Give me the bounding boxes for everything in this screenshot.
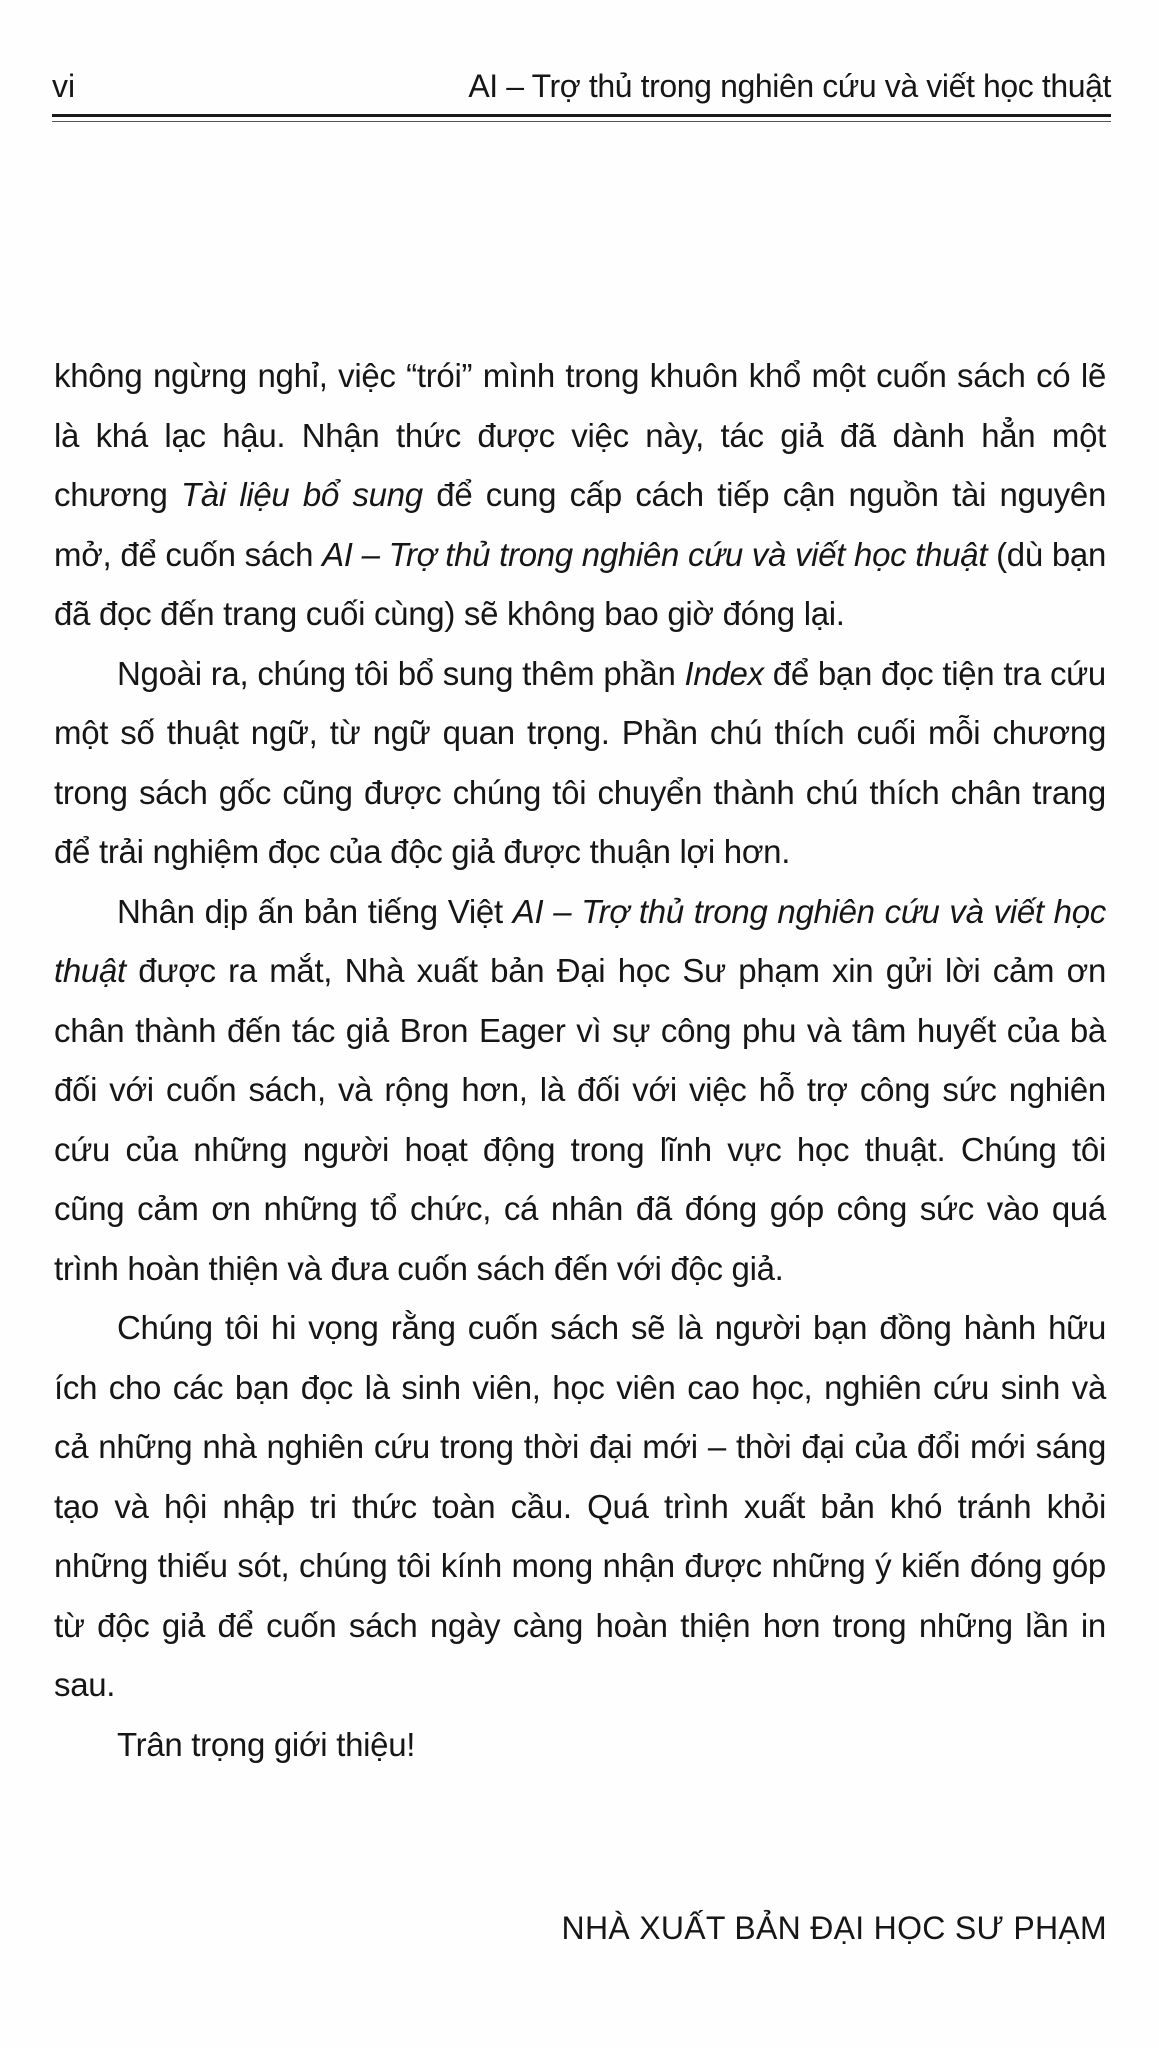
paragraph-3-italic-1: AI – Trợ thủ trong nghiên cứu và viết học thuật xyxy=(54,892,1106,989)
paragraph-2 xyxy=(54,644,1106,882)
paragraph-1-italic-1: Tài liệu bổ sung xyxy=(180,476,423,513)
paragraph-2-italic-1: Index xyxy=(684,654,764,692)
paragraph-3 xyxy=(54,882,1106,1299)
closing-line: Trân trọng giới thiệu! xyxy=(117,1725,416,1763)
paragraph-2-text-2: để bạn đọc tiện tra cứu một số thuật ngữ, từ ngữ quan trọng. Phần chú thích cuối mỗi chương trong sách gốc cũng được chúng tôi chuyển thành chú thích chân trang để trải nghiệm đọc của độc giả được thuận lợi hơn. xyxy=(54,654,1106,870)
paragraph-1 xyxy=(54,346,1106,644)
running-header xyxy=(52,58,1111,108)
header-rule xyxy=(52,114,1111,117)
publisher-signature: NHÀ XUẤT BẢN ĐẠI HỌC SƯ PHẠM xyxy=(561,1910,1107,1946)
running-title: AI – Trợ thủ trong nghiên cứu và viết học thuật xyxy=(468,68,1111,104)
paragraph-3-text-2: được ra mắt, Nhà xuất bản Đại học Sư phạm xin gửi lời cảm ơn chân thành đến tác giả Bron Eager vì sự công phu và tâm huyết của bà đối với cuốn sách, và rộng hơn, là đối với việc hỗ trợ công sức nghiên cứu của những người hoạt động trong lĩnh vực học thuật. Chúng tôi cũng cảm ơn những tổ chức, cá nhân đã đóng góp công sức vào quá trình hoàn thiện và đưa cuốn sách đến với độc giả. xyxy=(54,952,1106,1287)
body-text xyxy=(54,346,1106,1774)
paragraph-3-text-1: Nhân dịp ấn bản tiếng Việt xyxy=(117,892,513,930)
paragraph-1-text-2: để cung cấp cách tiếp cận nguồn tài nguyên mở, để cuốn sách xyxy=(54,476,1107,573)
paragraph-2-text-1: Ngoài ra, chúng tôi bổ sung thêm phần xyxy=(117,654,685,692)
paragraph-4: Chúng tôi hi vọng rằng cuốn sách sẽ là người bạn đồng hành hữu ích cho các bạn đọc là sinh viên, học viên cao học, nghiên cứu sinh và cả những nhà nghiên cứu trong thời đại mới – thời đại của đổi mới sáng tạo và hội nhập tri thức toàn cầu. Quá trình xuất bản khó tránh khỏi những thiếu sót, chúng tôi kính mong nhận được những ý kiến đóng góp từ độc giả để cuốn sách ngày càng hoàn thiện hơn trong những lần in sau. xyxy=(54,1309,1106,1703)
header-rule-thin xyxy=(52,121,1111,122)
page-number: vi xyxy=(52,68,76,104)
paragraph-1-text-3: (dù bạn đã đọc đến trang cuối cùng) sẽ không bao giờ đóng lại. xyxy=(54,535,1106,632)
paragraph-1-italic-2: AI – Trợ thủ trong nghiên cứu và viết học thuật xyxy=(322,535,988,573)
paragraph-1-text-1: không ngừng nghỉ, việc “trói” mình trong khuôn khổ một cuốn sách có lẽ là khá lạc hậu. Nhận thức được việc này, tác giả đã dành hẳn một chương xyxy=(54,357,1106,513)
